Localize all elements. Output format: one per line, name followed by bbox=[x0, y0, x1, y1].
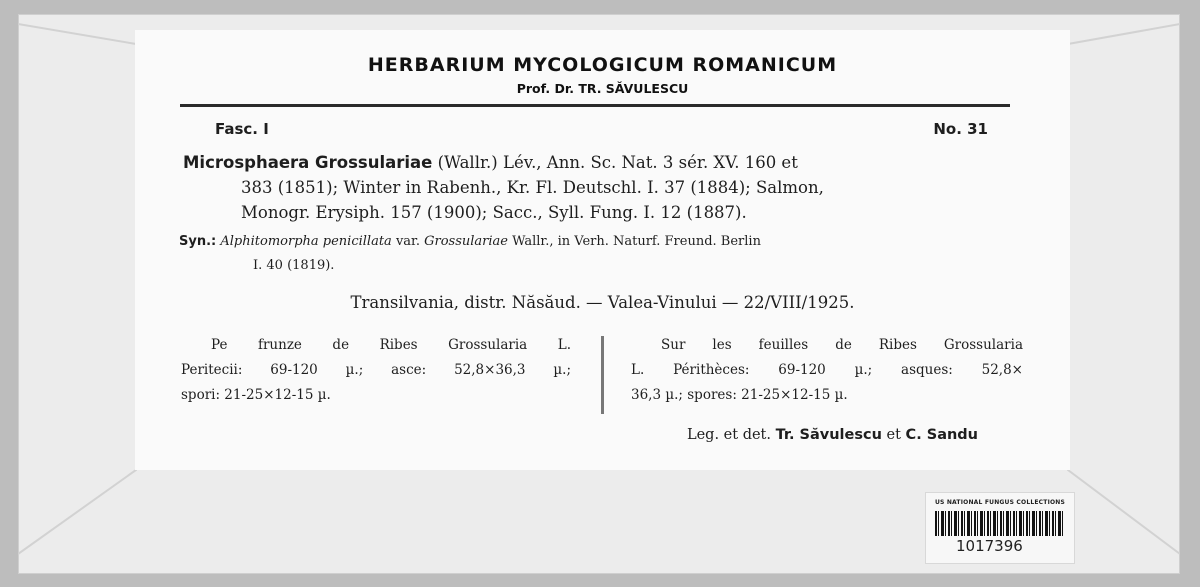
leg-prefix: Leg. et det. bbox=[686, 427, 771, 443]
synonym-var: var. bbox=[395, 234, 420, 249]
french-line-3: 36,3 µ.; spores: 21-25×12-15 µ. bbox=[631, 387, 848, 403]
romanian-description bbox=[181, 333, 571, 408]
french-line-2: L. Périthèces: 69-120 µ.; asques: 52,8× bbox=[631, 362, 1023, 378]
fascicle-number: Fasc. I bbox=[215, 120, 269, 138]
leg-and: et bbox=[886, 427, 901, 443]
synonym-reference: Wallr., in Verh. Naturf. Freund. Berlin bbox=[512, 234, 761, 249]
column-divider bbox=[601, 336, 604, 414]
synonym-genus-species: Alphitomorpha penicillata bbox=[220, 234, 392, 249]
romanian-line-3: spori: 21-25×12-15 µ. bbox=[181, 387, 331, 403]
barcode-institution: US NATIONAL FUNGUS COLLECTIONS bbox=[934, 499, 1066, 506]
collector-line bbox=[687, 427, 978, 443]
species-citation bbox=[183, 150, 1023, 225]
herbarium-title: HERBARIUM MYCOLOGICUM ROMANICUM bbox=[367, 54, 838, 76]
citation-line-2: 383 (1851); Winter in Rabenh., Kr. Fl. Deutschl. I. 37 (1884); Salmon, bbox=[241, 178, 824, 197]
synonym-label: Syn.: bbox=[179, 234, 217, 249]
synonym-variety: Grossulariae bbox=[424, 234, 508, 249]
french-description bbox=[631, 333, 1023, 408]
collector-1: Tr. Săvulescu bbox=[775, 427, 882, 443]
romanian-line-2: Peritecii: 69-120 µ.; asce: 52,8×36,3 µ.; bbox=[181, 362, 571, 378]
romanian-line-1: Pe frunze de Ribes Grossularia L. bbox=[211, 337, 571, 353]
specimen-number: No. 31 bbox=[933, 120, 988, 138]
synonym-block bbox=[179, 230, 1029, 278]
collector-2: C. Sandu bbox=[905, 427, 978, 443]
header-rule bbox=[180, 104, 1010, 107]
herbarium-label bbox=[135, 30, 1070, 470]
citation-line-3: Monogr. Erysiph. 157 (1900); Sacc., Syll. Fung. I. 12 (1887). bbox=[241, 203, 747, 222]
curator-name: Prof. Dr. TR. SĂVULESCU bbox=[516, 81, 689, 96]
synonym-reference-line-2: I. 40 (1819). bbox=[253, 258, 335, 273]
citation-line-1: (Wallr.) Lév., Ann. Sc. Nat. 3 sér. XV. 160 et bbox=[437, 153, 798, 172]
locality-line: Transilvania, distr. Năsăud. — Valea-Vinului — 22/VIII/1925. bbox=[350, 293, 855, 312]
barcode-bars bbox=[935, 511, 1065, 536]
barcode-number: 1017396 bbox=[956, 537, 1023, 555]
species-name: Microsphaera Grossulariae bbox=[183, 153, 433, 172]
french-line-1: Sur les feuilles de Ribes Grossularia bbox=[661, 337, 1023, 353]
barcode-sticker bbox=[925, 492, 1075, 564]
